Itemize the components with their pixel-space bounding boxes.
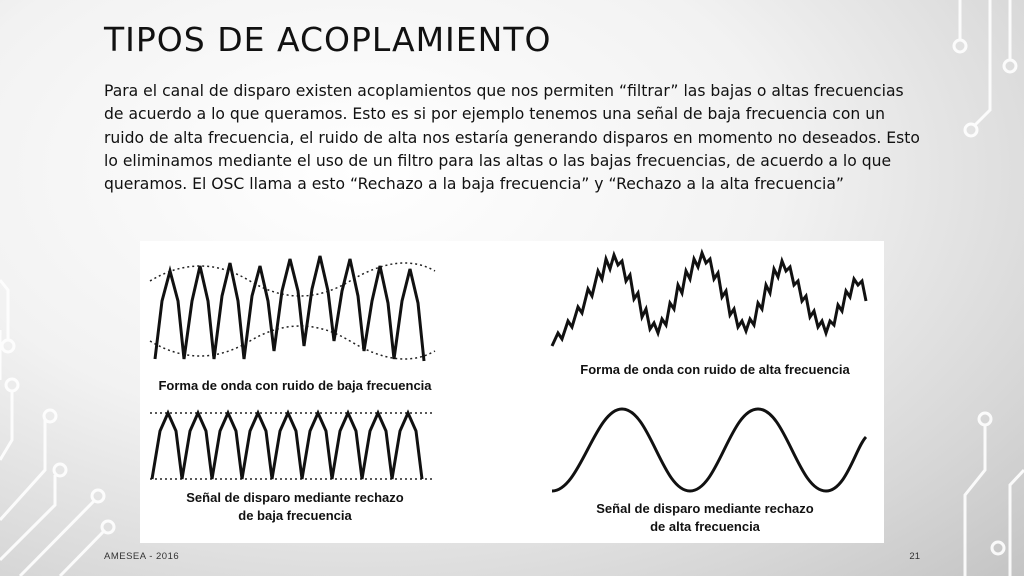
wave-low-freq-noise <box>155 256 424 361</box>
wave-high-freq-rejection <box>552 409 866 491</box>
caption-low-freq-noise: Forma de onda con ruido de baja frecuencia <box>158 378 432 393</box>
page-number: 21 <box>909 551 920 562</box>
caption-low-freq-rejection-line2: de baja frecuencia <box>238 508 352 523</box>
wave-high-freq-noise <box>552 253 866 346</box>
footer-label: AMESEA - 2016 <box>104 551 180 562</box>
slide-title: TIPOS DE ACOPLAMIENTO <box>104 20 552 59</box>
caption-high-freq-rejection-line2: de alta frecuencia <box>650 519 760 534</box>
caption-low-freq-rejection-line1: Señal de disparo mediante rechazo <box>186 490 404 505</box>
wave-low-freq-rejection <box>152 413 422 479</box>
caption-high-freq-rejection-line1: Señal de disparo mediante rechazo <box>596 501 814 516</box>
caption-high-freq-noise: Forma de onda con ruido de alta frecuencia <box>580 362 850 377</box>
slide-paragraph: Para el canal de disparo existen acoplamientos que nos permiten “filtrar” las bajas o altas frecuencias de acuerdo a lo que queramos. Esto es si por ejemplo tenemos una señal de baja frecuencia con un ruido de alta frecuencia, el ruido de alta nos estaría generando disparos en momento no deseados. Esto lo eliminamos mediante el uso de un filtro para las altas o las bajas frecuencias, de acuerdo a lo que queramos. El OSC llama a esto “Rechazo a la baja frecuencia” y “Rechazo a la alta frecuencia” <box>104 82 920 194</box>
waveform-figure <box>140 241 884 543</box>
